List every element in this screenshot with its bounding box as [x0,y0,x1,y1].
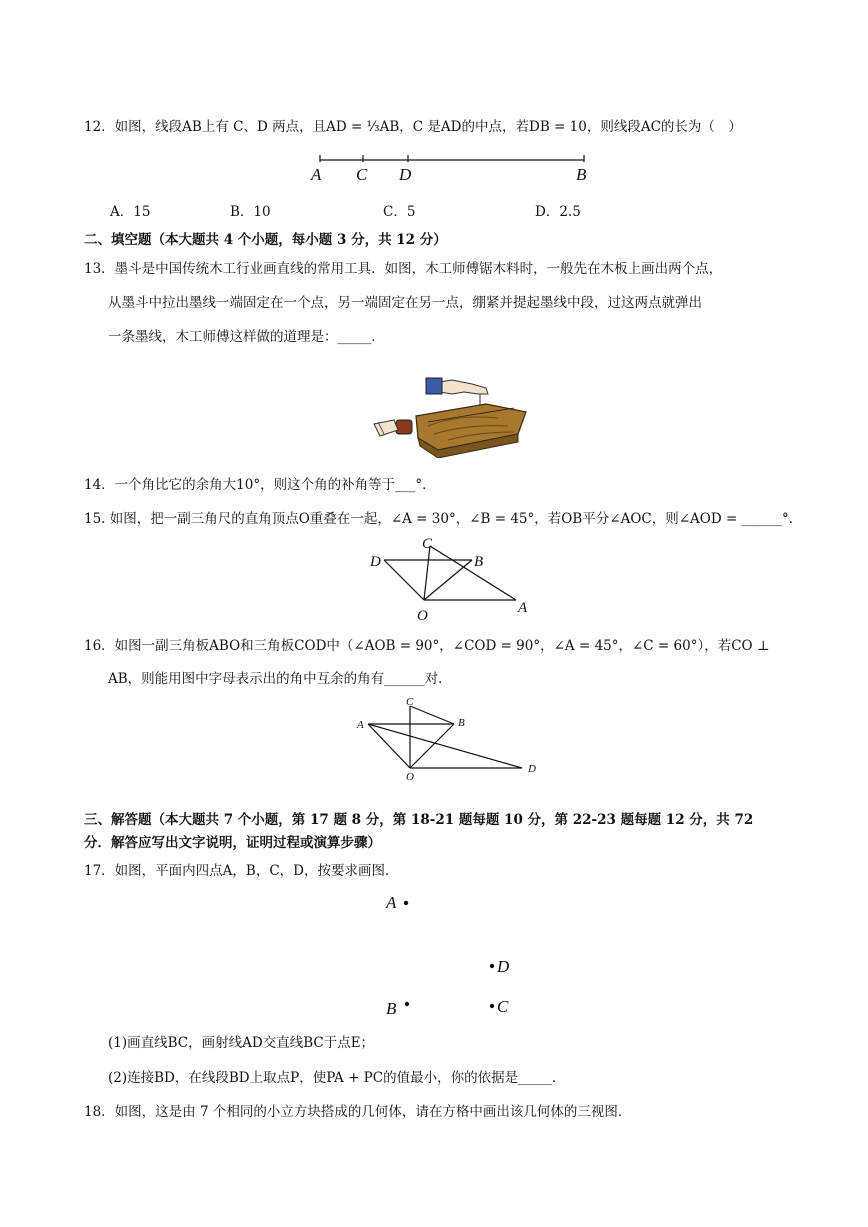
carpenter-ink-line-illustration [368,374,538,458]
q12-label-a: A [311,165,322,184]
q17-subquestion-2: (2)连接BD，在线段BD上取点P，使PA + PC的值最小，你的依据是_____． [108,1070,566,1086]
q18-text: 18．如图，这是由 7 个相同的小立方块搭成的几何体，请在方格中画出该几何体的三视图． [84,1104,632,1120]
q17-text: 17．如图，平面内四点A，B，C，D，按要求画图． [84,863,399,879]
q17-point-a-dot [404,901,408,905]
q16-label-b: B [458,717,465,729]
section-2-heading: 二、填空题（本大题共 4 个小题，每小题 3 分，共 12 分） [84,232,447,248]
q16-label-c: C [406,696,414,708]
section-3-heading-line-2: 分．解答应写出文字说明，证明过程或演算步骤） [84,835,381,851]
q12-option-c: C．5 [383,204,416,220]
q12-option-b: B．10 [230,204,271,220]
q15-label-o: O [417,608,428,622]
q12-option-a: A．15 [110,204,151,220]
q16-label-o: O [406,771,414,782]
q16-label-d: D [528,763,536,775]
q15-triangles-figure [360,536,540,622]
q16-line-2: AB，则能用图中字母表示出的角中互余的角有______对． [108,671,452,687]
q15-label-d: D [370,554,381,570]
q15-label-c: C [422,536,433,552]
section-3-heading-line-1: 三、解答题（本大题共 7 个小题，第 17 题 8 分，第 18-21 题每题 10 分，第 22-23 题每题 12 分，共 72 [84,812,754,828]
q13-line-2: 从墨斗中拉出墨线一端固定在一个点，另一端固定在另一点，绷紧并提起墨线中段，过这两点就弹出 [108,295,702,311]
q17-point-b-label: B [386,999,397,1018]
q16-label-a: A [357,719,364,731]
q15-text: 15. 如图，把一副三角尺的直角顶点O重叠在一起，∠A = 30°，∠B = 45°，若OB平分∠AOC，则∠AOD = ______°． [84,511,803,527]
q13-line-3: 一条墨线，木工师傅这样做的道理是：_____． [108,329,385,345]
q14-text: 14．一个角比它的余角大10°，则这个角的补角等于___°． [84,477,436,493]
q17-point-d-dot [490,964,494,968]
q15-label-b: B [474,554,484,570]
q17-subquestion-1: (1)画直线BC，画射线AD交直线BC于点E； [108,1035,375,1051]
q12-segment-figure [300,150,600,188]
q12-text: 12．如图，线段AB上有 C、D 两点，且AD = ⅓AB，C 是AD的中点，若DB = 10，则线段AC的长为（ ） [84,119,742,135]
q15-label-a: A [518,600,528,616]
q12-label-d: D [399,165,412,184]
q17-point-c-label: C [497,997,509,1016]
q16-line-1: 16．如图一副三角板ABO和三角板COD中（∠AOB = 90°，∠COD = 90°，∠A = 45°，∠C = 60°），若CO ⊥ [84,638,770,654]
q17-point-c-dot [490,1004,494,1008]
q16-triangles-figure [350,694,550,782]
q17-point-d-label: D [497,957,510,976]
q13-line-1: 13．墨斗是中国传统木工行业画直线的常用工具．如图，木工师傅锯木料时，一般先在木板上画出两个点， [84,261,723,277]
q17-points-figure [380,890,530,1020]
q12-label-b: B [576,165,587,184]
q12-option-d: D．2.5 [535,204,581,220]
q17-point-b-dot [405,1002,409,1006]
q12-label-c: C [356,165,368,184]
q17-point-a-label: A [386,893,397,912]
